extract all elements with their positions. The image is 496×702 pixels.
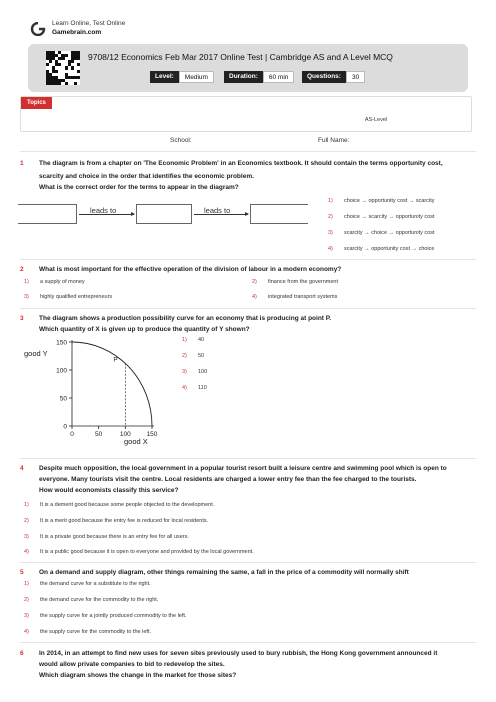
level-value: Medium [179,71,214,83]
question-number: 5 [20,569,24,576]
topics-box [20,96,472,132]
question-text: On a demand and supply diagram, other things remaining the same, a fall in the price of a commodity will normally shift [39,569,409,576]
option-1[interactable]: 1) a supply of money [24,279,85,285]
duration-label: Duration: [224,71,263,83]
point-p-label: P [113,356,118,364]
option-2[interactable]: 2) 50 [182,353,205,359]
option-4[interactable]: 4) It is a public good because it is open to everyone and provided by the local government. [24,549,254,555]
option-4[interactable]: 4) scarcity → opportunity cost → choice [328,246,435,252]
y-tick-label: 50 [59,395,67,403]
question-number: 1 [20,160,24,167]
y-tick-label: 0 [63,423,67,431]
y-axis-label: good Y [24,349,48,358]
site-tagline: Learn Online, Test Online [52,20,126,27]
school-field: School: [170,137,192,144]
question-number: 4 [20,465,24,472]
option-2[interactable]: 2) choice → scarcity → opportunity cost [328,214,435,220]
test-banner [28,44,468,92]
diagram-box-1 [18,204,77,224]
question-text: everyone. Many tourists visit the centre. Local residents are charged a lower entry fee than the fee charged to the tourists. [39,476,417,483]
gamebrain-logo-icon [30,22,46,36]
question-text: The diagram shows a production possibility curve for an economy that is producing at point P. [39,315,332,322]
option-3[interactable]: 3) highly qualified entrepreneurs [24,294,113,300]
x-tick-label: 50 [95,431,103,438]
ppc-curve [72,342,152,426]
question-text: scarcity and choice in the order that identifies the economic problem. [39,173,254,180]
qr-code-icon [46,51,80,85]
question-text: What is most important for the effective operation of the division of labour in a modern economy? [39,266,342,273]
name-field: Full Name: [318,137,350,144]
questions-meta [302,71,365,83]
option-4[interactable]: 4) the supply curve for the commodity to the left. [24,629,151,635]
y-tick-label: 100 [56,367,67,375]
topic-value: AS-Level [364,117,388,123]
question-number: 3 [20,315,24,322]
question-text: would allow private companies to bid to redevelop the sites. [39,661,225,668]
divider [20,151,476,152]
diagram-box-2 [136,204,192,224]
divider [20,458,476,459]
option-3[interactable]: 3) scarcity → choice → opportunity cost [328,230,435,236]
option-2[interactable]: 2) It is a merit good because the entry fee is reduced for local residents. [24,518,209,524]
question-text: Despite much opposition, the local government in a popular tourist resort built a leisure centre and swimming pool which is open to [39,465,447,472]
lead-label-1: leads to [90,206,117,215]
level-meta [150,71,214,83]
diagram-box-3 [250,204,308,224]
level-label: Level: [150,71,179,83]
site-info [52,19,125,37]
question-text: How would economists classify this service? [39,487,179,494]
site-header [30,14,430,44]
option-4[interactable]: 4) 110 [182,385,207,391]
site-domain[interactable]: Gamebrain.com [52,29,102,36]
topics-tag: Topics [21,97,52,109]
test-title: 9708/12 Economics Feb Mar 2017 Online Test | Cambridge AS and A Level MCQ [88,52,393,62]
option-3[interactable]: 3) It is a private good because there is an entry fee for all users. [24,534,189,540]
option-1[interactable]: 1) 40 [182,337,205,343]
duration-value: 60 min [263,71,295,83]
questions-label: Questions: [302,71,346,83]
question-text: Which diagram shows the change in the market for those sites? [39,672,237,679]
questions-value: 30 [346,71,365,83]
option-1[interactable]: 1) choice → opportunity cost → scarcity [328,198,435,204]
option-3[interactable]: 3) 100 [182,369,208,375]
option-3[interactable]: 3) the supply curve for a jointly produced commodity to the left. [24,613,187,619]
divider [20,259,476,260]
ppc-chart [20,332,180,450]
divider [20,308,476,309]
x-tick-label: 0 [70,431,74,438]
question-text: The diagram is from a chapter on 'The Economic Problem' in an Economics textbook. It should contain the terms opportunity cost, [39,160,443,167]
option-1[interactable]: 1) It is a demerit good because some people objected to the development. [24,502,215,508]
divider [20,562,476,563]
x-tick-label: 150 [146,431,158,438]
option-2[interactable]: 2) finance from the government [252,279,339,285]
y-tick-label: 150 [56,339,67,347]
duration-meta [224,71,294,83]
lead-label-2: leads to [204,206,231,215]
x-tick-label: 100 [119,431,131,438]
option-1[interactable]: 1) the demand curve for a substitute to the right. [24,581,151,587]
question-text: Which quantity of X is given up to produce the quantity of Y shown? [39,326,250,333]
question-number: 2 [20,266,24,273]
option-4[interactable]: 4) integrated transport systems [252,294,338,300]
x-axis-label: good X [124,437,148,446]
divider [20,642,476,643]
option-2[interactable]: 2) the demand curve for the commodity to the right. [24,597,159,603]
question-text: In 2014, in an attempt to find new uses for seven sites previously used to bury rubbish, the Hong Kong government announced it [39,650,438,657]
question-text: What is the correct order for the terms to appear in the diagram? [39,184,239,191]
question-number: 6 [20,650,24,657]
